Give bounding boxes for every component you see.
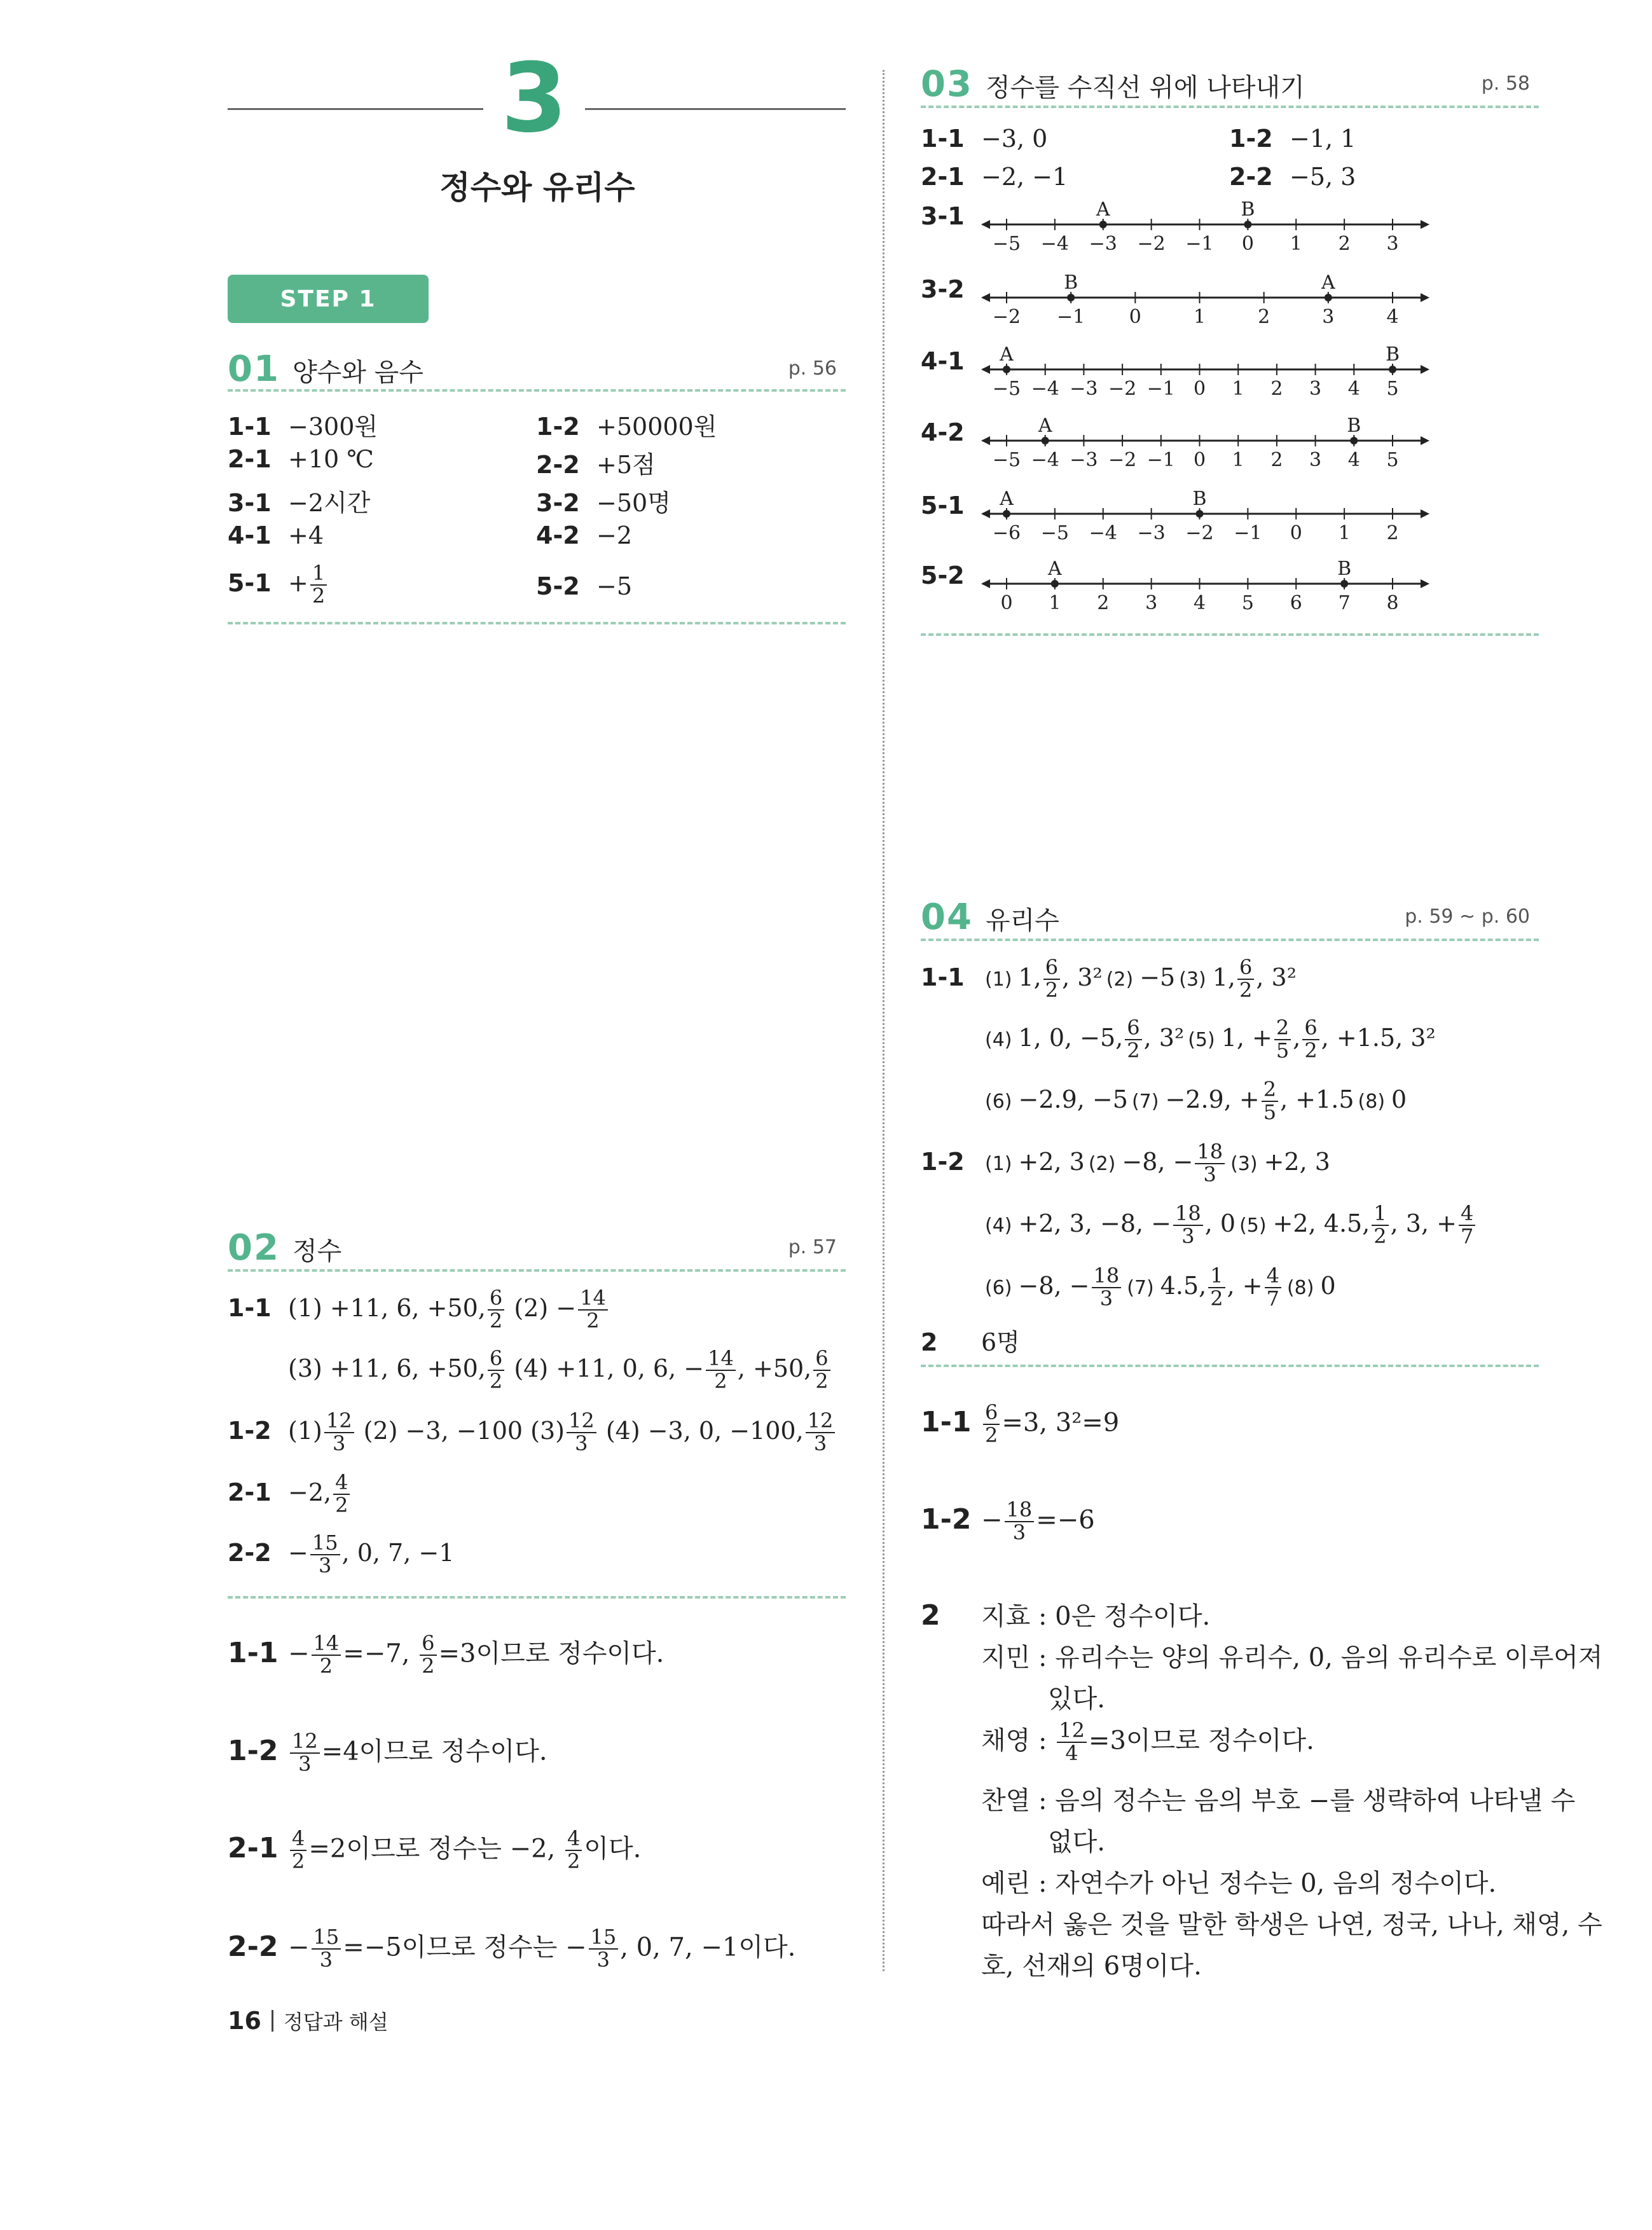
point-label-b: B [1241, 198, 1255, 221]
point-label-a: A [1096, 198, 1110, 221]
arrow-right-icon [1421, 579, 1429, 588]
fraction: $\frac{15}{3}$ [589, 1927, 619, 1971]
answer-label: 3-2 [921, 275, 965, 303]
fraction: $\frac{15}{3}$ [312, 1927, 341, 1971]
divider [921, 1365, 1539, 1367]
answer-label: 2-1 [921, 163, 965, 191]
explanation-text: − [288, 1932, 310, 1962]
tick-label: −5 [992, 378, 1021, 400]
point-a [1003, 510, 1010, 518]
tick-label: −2 [1108, 449, 1137, 471]
answer-value: (3) +11, 6, +50, [288, 1354, 486, 1383]
explanation-text: − [981, 1505, 1003, 1535]
answer-value: −2시간 [288, 489, 371, 517]
section-title: 정수 [292, 1237, 342, 1266]
explanation-text: − [288, 1639, 310, 1669]
answer-value: (4) +11, 0, 6, − [514, 1354, 705, 1383]
arrow-right-icon [1421, 293, 1429, 302]
fraction: $\frac{14}{2}$ [312, 1633, 341, 1677]
point-b [1244, 221, 1251, 228]
tick-label: −4 [1031, 449, 1059, 471]
answer-label: 1-1 [228, 413, 272, 441]
explanation-label: 1-1 [228, 1636, 279, 1669]
fraction: $\frac{6}{2}$ [420, 1633, 436, 1677]
page-ref: p. 59 ~ p. 60 [1405, 905, 1530, 928]
number-line [981, 194, 1431, 258]
divider [228, 389, 846, 392]
tick-label: 2 [1258, 306, 1270, 328]
explanation-text: , 0, 7, −1이다. [620, 1932, 796, 1962]
tick-label: 1 [1193, 306, 1206, 328]
point-a [1051, 580, 1059, 588]
tick-label: −1 [1234, 522, 1262, 544]
footer-label: 정답과 해설 [283, 2010, 389, 2034]
answer-label: 3-1 [228, 489, 272, 517]
fraction: $\frac{6}{2}$ [813, 1348, 830, 1392]
arrow-left-icon [981, 293, 990, 302]
section-title: 정수를 수직선 위에 나타내기 [985, 73, 1305, 102]
number-line [981, 483, 1431, 547]
chapter-number: 3 [500, 43, 568, 154]
page-number: 16 [228, 2007, 261, 2035]
tick-label: −2 [1137, 233, 1166, 255]
fraction: $\frac{6}{2}$ [488, 1288, 504, 1332]
answer-label: 1-2 [536, 413, 580, 441]
divider [228, 622, 846, 624]
divider [921, 633, 1539, 636]
explanation-text: =−6 [1036, 1505, 1095, 1535]
answer-value: + [288, 569, 308, 598]
answer-value: +10 ℃ [288, 445, 374, 473]
tick-label: −2 [992, 306, 1021, 328]
tick-label: 3 [1386, 233, 1399, 255]
number-line [981, 410, 1431, 474]
answer-value: −2 [596, 521, 633, 549]
tick-label: 3 [1145, 592, 1158, 614]
number-line [981, 267, 1431, 331]
tick-label: −4 [1089, 522, 1117, 544]
answer-label: 5-1 [228, 569, 272, 598]
explanation-label: 1-1 [921, 1405, 972, 1438]
point-b [1067, 294, 1075, 301]
answer-value: (1) +11, 6, +50, [288, 1294, 486, 1323]
arrow-left-icon [981, 509, 990, 518]
answer-value: +5점 [596, 451, 656, 479]
tick-label: −2 [1108, 378, 1137, 400]
divider [921, 939, 1539, 941]
tick-label: −3 [1070, 378, 1098, 400]
page-ref: p. 58 [1481, 72, 1530, 95]
answer-label: 1-2 [921, 1148, 965, 1176]
explanation-text: =2이므로 정수는 −2, [308, 1834, 556, 1864]
explanation-text: =3, 3²=9 [1002, 1408, 1120, 1438]
point-label-a: A [1038, 415, 1052, 437]
tick-label: 3 [1322, 306, 1335, 328]
tick-label: 2 [1338, 233, 1351, 255]
fraction: $\frac{6}{2}$ [488, 1348, 504, 1392]
divider [228, 1269, 846, 1272]
explanation-text: =−7, [343, 1639, 410, 1669]
answer-value: −5 [596, 572, 633, 600]
answer-label: 2 [921, 1328, 938, 1356]
chapter-rule-right [585, 108, 846, 110]
explanation-label: 1-2 [228, 1734, 279, 1767]
point-label-a: A [1321, 272, 1335, 294]
tick-label: 0 [1193, 378, 1206, 400]
section-number: 03 [921, 64, 973, 105]
answer-label: 1-1 [921, 963, 965, 992]
fraction: $\frac{4}{2}$ [565, 1828, 582, 1872]
answer-value: −2, [288, 1478, 332, 1507]
answer-value: , +50, [737, 1354, 812, 1383]
answer-value: −50명 [596, 489, 671, 517]
chapter-title: 정수와 유리수 [439, 169, 635, 206]
point-label-a: A [1000, 488, 1014, 510]
divider [921, 106, 1539, 108]
answer-value: − [288, 1539, 308, 1567]
answer-value: 6명 [981, 1328, 1020, 1356]
answer-label: 5-2 [536, 572, 580, 600]
explanation-text: =3이므로 정수이다. [438, 1639, 664, 1669]
tick-label: −1 [1057, 306, 1085, 328]
page-ref: p. 57 [788, 1236, 837, 1258]
answer-value: +4 [288, 521, 324, 549]
point-label-a: A [1048, 558, 1062, 580]
arrow-left-icon [981, 365, 990, 374]
tick-label: −4 [1040, 233, 1069, 255]
explanation-text: 호, 선재의 6명이다. [981, 1951, 1202, 1981]
numline-label-row [921, 418, 981, 446]
point-label-b: B [1337, 558, 1352, 580]
answer-label: 4-2 [536, 521, 580, 549]
explanation-label: 2-1 [228, 1831, 279, 1864]
tick-label: −2 [1185, 522, 1214, 544]
explanation-text: =4이므로 정수이다. [321, 1737, 547, 1766]
section-01-header [228, 348, 846, 390]
answer-value: (1) [288, 1417, 322, 1445]
explanation-text: 채영 : [981, 1726, 1047, 1756]
tick-label: 4 [1193, 592, 1206, 614]
fraction: $\frac{18}{3}$ [1005, 1499, 1035, 1543]
fraction: $\frac{14}{2}$ [706, 1348, 736, 1392]
answer-label: 1-1 [921, 125, 965, 153]
arrow-right-icon [1421, 365, 1429, 374]
section-03-header [921, 64, 1539, 105]
answer-label: 4-1 [921, 347, 965, 375]
section-04-header [921, 897, 1539, 938]
arrow-left-icon [981, 436, 990, 445]
tick-label: −5 [992, 449, 1021, 471]
fraction: $\frac{12}{3}$ [324, 1410, 354, 1454]
tick-label: 5 [1241, 592, 1254, 614]
numline-label-row [921, 561, 981, 589]
answer-value: −2, −1 [981, 163, 1068, 191]
tick-label: −1 [1146, 378, 1175, 400]
explanation-text: 있다. [1048, 1684, 1105, 1714]
tick-label: 0 [1290, 522, 1302, 544]
tick-label: 6 [1290, 592, 1302, 614]
answer-value: −3, 0 [981, 125, 1048, 153]
tick-label: −6 [992, 522, 1021, 544]
answer-value: −1, 1 [1290, 125, 1356, 153]
numline-label-row [921, 492, 981, 520]
tick-label: −5 [992, 233, 1021, 255]
numline-label-row [921, 347, 981, 375]
explanation-text: 예린 : 자연수가 아닌 정수는 0, 음의 정수이다. [981, 1869, 1497, 1898]
explanation-text: 없다. [1048, 1827, 1105, 1857]
tick-label: 5 [1386, 378, 1399, 400]
answer-label: 2-1 [228, 445, 272, 473]
answer-value: (2) −3, −100 (3) [363, 1417, 565, 1445]
tick-label: 0 [1193, 449, 1206, 471]
explanation-text: =3이므로 정수이다. [1088, 1726, 1314, 1756]
tick-label: −3 [1137, 522, 1166, 544]
fraction: $\frac{12}{3}$ [806, 1410, 836, 1454]
section-number: 01 [228, 348, 280, 390]
section-title: 양수와 음수 [292, 358, 423, 387]
tick-label: 2 [1270, 449, 1283, 471]
arrow-left-icon [981, 220, 990, 229]
answer-value: −300원 [288, 413, 378, 441]
explanation-label: 1-2 [921, 1503, 972, 1536]
answer-label: 5-1 [921, 492, 965, 520]
answer-label: 2-2 [536, 451, 580, 479]
tick-label: −3 [1070, 449, 1098, 471]
point-label-a: A [1000, 343, 1014, 366]
fraction: $\frac{12}{4}$ [1057, 1720, 1087, 1764]
number-line [981, 339, 1431, 403]
fraction: $\frac{14}{2}$ [578, 1288, 608, 1332]
answer-label: 5-2 [921, 561, 965, 589]
point-a [1325, 294, 1332, 301]
explanation-label: 2 [921, 1599, 940, 1632]
explanation-label: 2-2 [228, 1930, 279, 1963]
explanation-text: 이다. [584, 1834, 642, 1864]
explanation-text: 찬열 : 음의 정수는 음의 부호 −를 생략하여 나타낼 수 [981, 1786, 1576, 1815]
answer-label: 3-1 [921, 202, 965, 230]
point-b [1340, 580, 1348, 588]
tick-label: 1 [1232, 449, 1244, 471]
fraction: $\frac{4}{2}$ [333, 1472, 350, 1516]
section-number: 04 [921, 897, 973, 938]
answer-value: +50000원 [596, 413, 717, 441]
footer-separator [272, 2010, 273, 2032]
tick-label: −4 [1031, 378, 1059, 400]
tick-label: 1 [1049, 592, 1061, 614]
section-title: 유리수 [985, 906, 1059, 935]
arrow-right-icon [1421, 220, 1429, 229]
answer-label: 4-1 [228, 521, 272, 549]
answer-value: (4) −3, 0, −100, [605, 1417, 804, 1445]
point-a [1099, 221, 1107, 228]
explanation-text: 지민 : 유리수는 양의 유리수, 0, 음의 유리수로 이루어져 [981, 1643, 1603, 1672]
point-label-b: B [1347, 415, 1361, 437]
fraction: $\frac{6}{2}$ [983, 1402, 1000, 1446]
tick-label: 0 [1129, 306, 1141, 328]
tick-label: 5 [1386, 449, 1399, 471]
tick-label: 1 [1290, 233, 1302, 255]
answer-value: −5, 3 [1290, 163, 1356, 191]
number-line [981, 553, 1431, 617]
answer-value: , 0, 7, −1 [341, 1539, 455, 1567]
section-number: 02 [228, 1227, 280, 1269]
fraction: $\frac{15}{3}$ [310, 1532, 340, 1576]
tick-label: 4 [1347, 378, 1360, 400]
point-label-b: B [1064, 272, 1078, 294]
tick-label: −5 [1040, 522, 1069, 544]
point-b [1389, 366, 1396, 373]
answer-label: 2-1 [228, 1478, 272, 1507]
tick-label: −3 [1089, 233, 1117, 255]
numline-label-row [921, 202, 981, 230]
page-footer [228, 2006, 389, 2035]
step-badge: STEP 1 [228, 275, 429, 323]
tick-label: −1 [1146, 449, 1175, 471]
arrow-left-icon [981, 579, 990, 588]
answer-label: 1-2 [1229, 125, 1273, 153]
tick-label: 3 [1309, 378, 1322, 400]
tick-label: 2 [1386, 522, 1399, 544]
chapter-rule-left [228, 108, 483, 110]
answer-label: 1-1 [228, 1294, 272, 1323]
divider [228, 1596, 846, 1599]
tick-label: 2 [1270, 378, 1283, 400]
arrow-right-icon [1421, 436, 1429, 445]
answer-label: 4-2 [921, 418, 965, 446]
tick-label: 4 [1386, 306, 1399, 328]
fraction: $\frac{12}{3}$ [567, 1410, 596, 1454]
tick-label: −1 [1185, 233, 1214, 255]
tick-label: 2 [1097, 592, 1110, 614]
fraction: $\frac{12}{3}$ [290, 1731, 320, 1775]
fraction: $\frac{1}{2}$ [310, 563, 327, 607]
tick-label: 4 [1347, 449, 1360, 471]
point-a [1042, 437, 1049, 444]
tick-label: 8 [1386, 592, 1399, 614]
tick-label: 1 [1338, 522, 1351, 544]
page-ref: p. 56 [788, 357, 837, 380]
point-b [1196, 510, 1204, 518]
tick-label: 0 [1000, 592, 1013, 614]
explanation-text: 따라서 옳은 것을 말한 학생은 나연, 정국, 나나, 채영, 수 [981, 1910, 1602, 1939]
answer-label: 3-2 [536, 489, 580, 517]
fraction: $\frac{4}{2}$ [290, 1828, 306, 1872]
column-divider [883, 70, 885, 1971]
answer-label: 1-2 [228, 1417, 272, 1445]
answer-label: 2-2 [228, 1539, 272, 1567]
point-a [1003, 366, 1010, 373]
explanation-text: 지효 : 0은 정수이다. [981, 1602, 1211, 1631]
tick-label: 0 [1241, 233, 1254, 255]
tick-label: 3 [1309, 449, 1322, 471]
answer-label: 2-2 [1229, 163, 1273, 191]
point-label-b: B [1385, 343, 1400, 366]
point-label-b: B [1192, 488, 1207, 510]
tick-label: 7 [1338, 592, 1351, 614]
arrow-right-icon [1421, 509, 1429, 518]
numline-label-row [921, 275, 981, 303]
explanation-text: =−5이므로 정수는 − [343, 1932, 587, 1962]
section-02-header [228, 1227, 846, 1269]
tick-label: 1 [1232, 378, 1244, 400]
answer-value: (2) − [514, 1294, 577, 1323]
point-b [1350, 437, 1358, 444]
